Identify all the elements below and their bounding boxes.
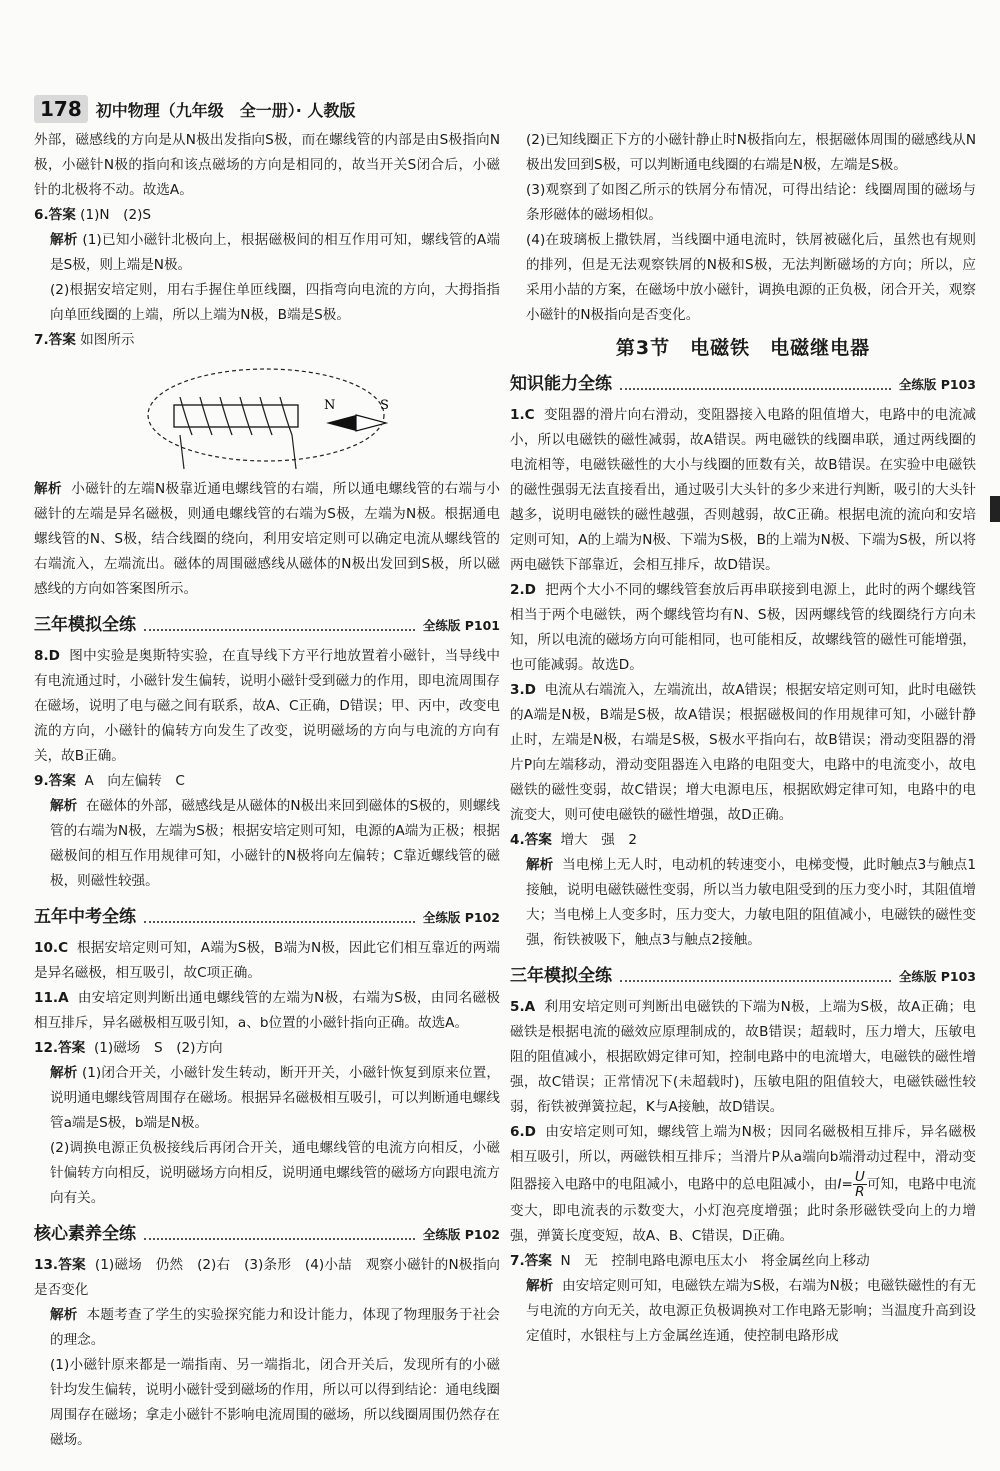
q11-head: 11.A <box>34 990 69 1006</box>
r-q3-head: 3.D <box>510 682 536 698</box>
r-q4-exp-head: 解析 <box>526 857 554 873</box>
r-answer-7 <box>510 1249 976 1274</box>
r-q4-answer: 增大 强 2 <box>560 832 638 848</box>
q13-head: 13.答案 <box>34 1257 86 1273</box>
book-title: 初中物理（九年级 全一册）· 人教版 <box>95 100 356 120</box>
r-answer-4 <box>510 828 976 853</box>
section-title: 三年模拟全练 <box>510 965 612 986</box>
q8-text: 图中实验是奥斯特实验，在直导线下方平行地放置着小磁针，当导线中有电流通过时，小磁针发生偏转，说明小磁针受到磁力的作用，即电流周围存在磁场，说明了电与磁之间有联系，故A、C正确，D错误；甲、丙中，改变电流的方向，小磁针的偏转方向发生了改变，说明磁场的方向与电流的方向有关，故B正确。 <box>34 648 500 764</box>
q12-answer: (1)磁场 S (2)方向 <box>93 1040 223 1056</box>
section-page-ref: 全练版 P103 <box>898 376 976 392</box>
answer-8 <box>34 644 500 769</box>
section-page-ref: 全练版 P103 <box>898 968 976 984</box>
r-q4-head: 4.答案 <box>510 832 552 848</box>
answer-7 <box>34 328 500 353</box>
q12-exp1-text: (1)闭合开关，小磁针发生转动，断开开关，小磁针恢复到原来位置，说明通电螺线管周围存在磁场。根据异名磁极相互吸引，可以判断通电螺线管a端是S极，b端是N极。 <box>50 1065 500 1131</box>
q9-head: 9.答案 <box>34 773 76 789</box>
q13-exp1: (1)小磁针原来都是一端指南、另一端指北，闭合开关后，发现所有的小磁针均发生偏转，说明小磁针受到磁场的作用，所以可以得到结论：通电线圈周围存在磁场；拿走小磁针不影响电流周围的磁场，所以线圈周围仍然存在磁场。 <box>50 1357 500 1448</box>
q11-text: 由安培定则判断出通电螺线管的左端为N极，右端为S极，由同名磁极相互排斥，异名磁极相互吸引知，a、b位置的小磁针指向正确。故选A。 <box>34 990 500 1031</box>
q9-answer: A 向左偏转 C <box>84 773 185 789</box>
r-q7-exp <box>510 1274 976 1349</box>
answer-6 <box>34 203 500 228</box>
q9-exp-text: 在磁体的外部，磁感线是从磁体的N极出来回到磁体的S极的，则螺线管的右端为N极，左端为S极；根据安培定则可知，电源的A端为正极；根据磁极间的相互作用规律可知，小磁针的N极将向左偏转；C靠近螺线管的磁极，则磁性较强。 <box>50 798 501 889</box>
r-q7-exp-text: 由安培定则可知，电磁铁左端为S极，右端为N极；电磁铁磁性的有无与电流的方向无关，故电源正负极调换对工作电路无影响；当温度升高到设定值时，水银柱与上方金属丝连通，使控制电路形成 <box>526 1278 977 1344</box>
answer-11 <box>34 986 500 1036</box>
answer-10 <box>34 936 500 986</box>
q7-exp-text: 小磁针的左端N极靠近通电螺线管的右端，所以通电螺线管的右端与小磁针的左端是异名磁极，则通电螺线管的右端为S极，左端为N极。根据通电螺线管的N、S极，结合线圈的绕向，利用安培定则可以确定电流从螺线管的右端流入，左端流出。磁体的周围磁感线从磁体的N极出发回到S极，所以磁感线的方向如答案图所示。 <box>34 481 500 597</box>
r-answer-1 <box>510 403 976 578</box>
q12-exp1 <box>34 1061 500 1136</box>
field-line-outer <box>148 369 384 461</box>
r-q5-text: 利用安培定则可判断出电磁铁的下端为N极，上端为S极，故A正确；电磁铁是根据电流的磁效应原理制成的，故B错误；超载时，压力增大，压敏电阻的阻值减小，根据欧姆定律可知，控制电路中的电流增大，电磁铁的磁性增强，故C错误；正常情况下(未超载时)，压敏电阻的阻值较大，电磁铁磁性较弱，衔铁被弹簧拉起，K与A接触，故D错误。 <box>510 999 976 1115</box>
q13-exp3: (3)观察到了如图乙所示的铁屑分布情况，可得出结论：线圈周围的磁场与条形磁体的磁场相似。 <box>526 182 976 223</box>
r-q1-text: 变阻器的滑片向右滑动，变阻器接入电路的阻值增大，电路中的电流减小，所以电磁铁的磁性减弱，故A错误。两电磁铁的线圈串联，通过两线圈的电流相等，电磁铁磁性的大小与线圈的匝数有关，故B错误。在实验中电磁铁的磁性强弱无法直接看出，通过吸引大头针的多少来进行判断，吸引的大头针越多，说明电磁铁的磁性越强，否则越弱，故C正确。根据电流的流向和安培定则可知，A的上端为N极、下端为S极，B的上端为N极、下端为S极，所以将两电磁铁下部靠近，会相互排斥，故D错误。 <box>510 407 976 573</box>
q13-exp-head: 解析 <box>50 1307 78 1323</box>
formula-denominator: R <box>855 1184 865 1200</box>
needle-label-s: S <box>380 398 389 413</box>
chapter-title: 第3节 电磁铁 电磁继电器 <box>615 337 871 359</box>
q9-exp-head: 解析 <box>50 798 78 814</box>
q13-exp0-text: 本题考查了学生的实验探究能力和设计能力，体现了物理服务于社会的理念。 <box>50 1307 500 1348</box>
r-q1-head: 1.C <box>510 407 535 423</box>
q6-exp1 <box>34 228 500 278</box>
q13-exp2: (2)已知线圈正下方的小磁针静止时N极指向左，根据磁体周围的磁感线从N极出发回到S极，可以判断通电线圈的右端是N极，左端是S极。 <box>526 132 976 173</box>
needle-label-n: N <box>324 398 336 413</box>
q12-exp-head: 解析 <box>50 1065 78 1081</box>
r-q2-head: 2.D <box>510 582 536 598</box>
left-column <box>34 128 500 1453</box>
solenoid-figure <box>34 357 500 475</box>
q12-head: 12.答案 <box>34 1040 86 1056</box>
q6-head: 6.答案 <box>34 207 76 223</box>
r-q7-head: 7.答案 <box>510 1253 552 1269</box>
section-title: 五年中考全练 <box>34 906 136 927</box>
r-q2-text: 把两个大小不同的螺线管套放后再串联接到电源上，此时的两个螺线管相当于两个电磁铁，两个螺线管均有N、S极，因两螺线管的线圈绕行方向未知，所以电流的磁场方向可能相同，也可能相反，故螺线管的磁性可能增强，也可能减弱。故选D。 <box>510 582 976 673</box>
needle-north-half <box>326 415 356 431</box>
section-title: 三年模拟全练 <box>34 614 136 635</box>
answer-12 <box>34 1036 500 1061</box>
solenoid-coil <box>180 397 292 435</box>
r-answer-5 <box>510 995 976 1120</box>
section-dots <box>620 970 891 982</box>
q6-exp-head: 解析 <box>50 232 78 248</box>
solenoid-diagram <box>34 357 500 475</box>
intro-paragraph: 外部，磁感线的方向是从N极出发指向S极，而在螺线管的内部是由S极指向N极，小磁针N极的指向和该点磁场的方向是相同的，故当开关S闭合后，小磁针的北极将不动。故选A。 <box>34 132 500 198</box>
section-knowledge <box>510 371 976 397</box>
q6-answer: (1)N (2)S <box>80 207 152 223</box>
section-title: 核心素养全练 <box>34 1223 136 1244</box>
right-column <box>510 128 976 1349</box>
section-three-year-2 <box>510 963 976 989</box>
r-q4-exp-text: 当电梯上无人时，电动机的转速变小，电梯变慢，此时触点3与触点1接触，说明电磁铁磁性变弱，所以当力敏电阻受到的压力变小时，其阻值增大；当电梯上人变多时，压力变大，力敏电阻的阻值减小，电磁铁的磁性变强，衔铁被吸下，触点3与触点2接触。 <box>526 857 977 948</box>
needle-south-half <box>356 415 386 431</box>
answer-9 <box>34 769 500 794</box>
edge-tab <box>990 496 1000 522</box>
q13-exp4: (4)在玻璃板上撒铁屑，当线圈中通电流时，铁屑被磁化后，虽然也有规则的排列，但是无法观察铁屑的N极和S极，无法判断磁场的方向；所以，应采用小喆的方案，在磁场中放小磁针，调换电源的正负极，闭合开关，观察小磁针的N极指向是否变化。 <box>526 232 976 323</box>
q10-text: 根据安培定则可知，A端为S极，B端为N极，因此它们相互靠近的两端是异名磁极，相互吸引，故C项正确。 <box>34 940 500 981</box>
section-title: 知识能力全练 <box>510 373 612 394</box>
r-q7-exp-head: 解析 <box>526 1278 554 1294</box>
section-page-ref: 全练版 P102 <box>422 1226 500 1242</box>
q6-exp2: (2)根据安培定则，用右手握住单匝线圈，四指弯向电流的方向，大拇指指向单匝线圈的上端，所以上端为N极，B端是S极。 <box>50 282 500 323</box>
q7-head: 7.答案 <box>34 332 76 348</box>
r-q6-text1: 由安培定则可知，螺线管上端为N极；因同名磁极相互排斥，异名磁极相互吸引，所以，两磁铁相互排斥；当滑片P从a端向b端滑动过程中，滑动变阻器接入电路中的电阻减小，电路中的总电阻减小，由 <box>510 1124 976 1193</box>
page-header <box>34 92 494 126</box>
q10-head: 10.C <box>34 940 69 956</box>
answer-13 <box>34 1253 500 1303</box>
q6-exp1-text: (1)已知小磁针北极向上，根据磁极间的相互作用可知，螺线管的A端是S极，则上端是N极。 <box>50 232 501 273</box>
page-number: 178 <box>34 95 88 123</box>
q7-exp <box>34 477 500 602</box>
section-five-year <box>34 904 500 930</box>
section-dots <box>144 619 415 631</box>
section-page-ref: 全练版 P102 <box>422 909 500 925</box>
q7-answer: 如图所示 <box>80 332 135 348</box>
formula-numerator: U <box>854 1169 865 1185</box>
q12-exp2: (2)调换电源正负极接线后再闭合开关，通电螺线管的电流方向相反，小磁针偏转方向相反，说明磁场方向相反，说明通电螺线管的磁场方向跟电流方向有关。 <box>50 1140 500 1206</box>
section-core <box>34 1221 500 1247</box>
section-page-ref: 全练版 P101 <box>422 617 500 633</box>
section-dots <box>144 911 415 923</box>
q8-head: 8.D <box>34 648 60 664</box>
section-three-year-1 <box>34 612 500 638</box>
r-answer-6 <box>510 1120 976 1249</box>
r-answer-2 <box>510 578 976 678</box>
r-q6-text2: 可知，电路中电流变大，即电流表的示数变大，小灯泡亮度增强；此时条形磁铁受向上的力增强，弹簧长度变短，故A、B、C错误，D正确。 <box>510 1176 977 1244</box>
solenoid-core <box>174 405 298 427</box>
q9-exp <box>34 794 500 894</box>
r-q6-head: 6.D <box>510 1124 536 1140</box>
formula-lhs: I= <box>837 1176 853 1193</box>
r-q7-answer: N 无 控制电路电源电压太小 将金属丝向上移动 <box>560 1253 870 1269</box>
r-answer-3 <box>510 678 976 828</box>
r-q5-head: 5.A <box>510 999 536 1015</box>
r-q3-text: 电流从右端流入，左端流出，故A错误；根据安培定则可知，此时电磁铁的A端是N极，B端是S极，故A错误；根据磁极间的作用规律可知，小磁针静止时，左端是N极，右端是S极，S极水平指向右，故B错误；滑动变阻器的滑片P向左端移动，滑动变阻器连入电路的电阻变大，电路中的电流变小，故电磁铁的磁性变弱，故C错误；增大电源电压，根据欧姆定律可知，电路中的电流变大，则可使电磁铁的磁性增强，故D正确。 <box>510 682 976 823</box>
r-q4-exp <box>510 853 976 953</box>
section-dots <box>144 1228 415 1240</box>
section-dots <box>620 378 891 390</box>
q7-exp-head: 解析 <box>34 481 62 497</box>
formula-fraction <box>853 1170 867 1199</box>
q13-answer: (1)磁场 仍然 (2)右 (3)条形 (4)小喆 观察小磁针的N极指向是否变化 <box>34 1257 500 1298</box>
q13-exp0 <box>34 1303 500 1353</box>
